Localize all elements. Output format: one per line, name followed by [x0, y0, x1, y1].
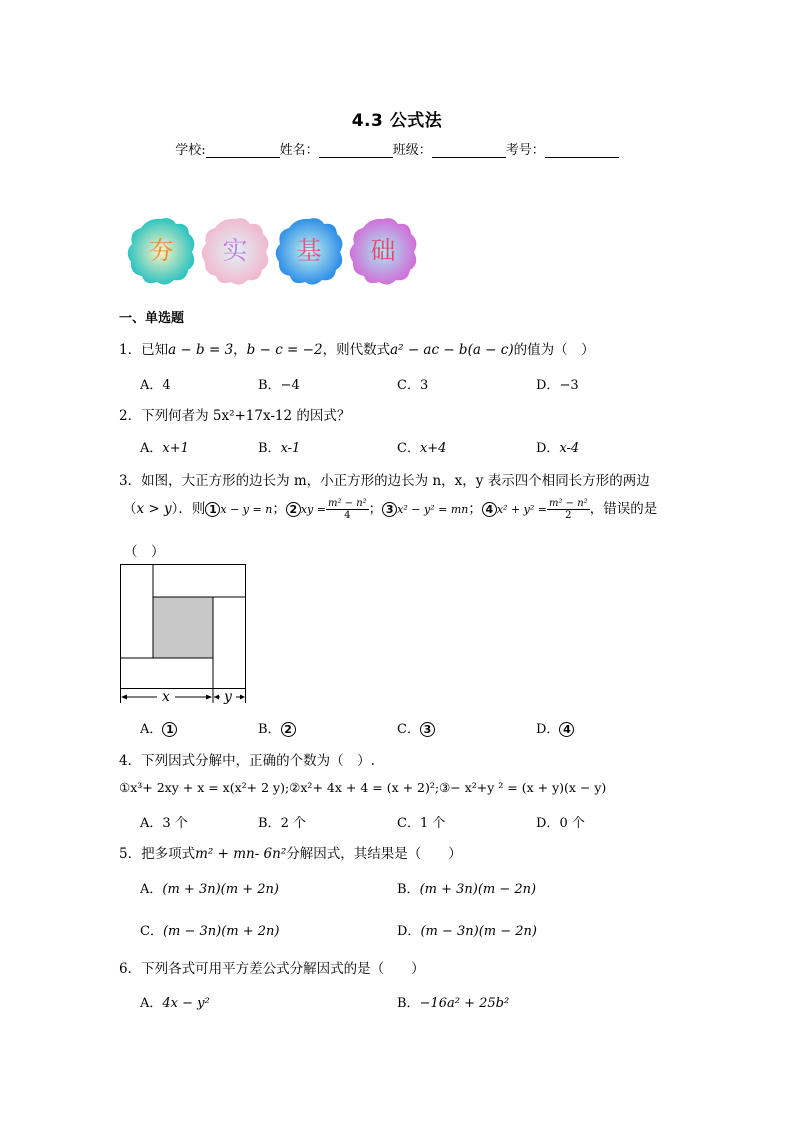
q3-option-b[interactable]: B． 2 [258, 718, 296, 737]
q1-option-d[interactable]: D．−3 [536, 378, 579, 393]
q2-option-d[interactable]: D．x-4 [536, 441, 580, 456]
q1-option-c[interactable]: C．3 [397, 378, 429, 393]
q2-option-a[interactable]: A．x+1 [140, 441, 189, 456]
q5-option-d[interactable]: D．(m − 3n)(m − 2n) [397, 924, 537, 939]
number-label: 考号： [505, 143, 545, 158]
cloud-badge-2 [200, 216, 270, 286]
name-field[interactable] [319, 143, 393, 158]
q2-option-c[interactable]: C．x+4 [397, 441, 447, 456]
q2-option-b[interactable]: B．x-1 [258, 441, 301, 456]
question-2-stem: 2．下列何者为 5x²+17x-12 的因式？ [119, 408, 351, 424]
school-label: 学校: [175, 143, 206, 158]
q4-option-a[interactable]: A．3 个 [140, 816, 188, 831]
question-6-stem: 6．下列各式可用平方差公式分解因式的是（ ） [119, 961, 425, 977]
figure-label-y: y [224, 689, 232, 705]
question-4-stem: 4．下列因式分解中，正确的个数为（ ）. [119, 753, 375, 769]
q5-option-a[interactable]: A．(m + 3n)(m + 2n) [140, 882, 279, 897]
section-banner [126, 216, 418, 288]
q4-option-d[interactable]: D．0 个 [536, 816, 585, 831]
question-3-stem-line2: （x > y）．则 1 x − y = n； 2 xy = $\frac{\text{m² − n²}}{4}$ ； 3 x² − y² = mn； 4 x² + y² = $\frac{\text{m² − n²}}{2}$ ，错误的是 [123, 498, 658, 521]
banner-char-4: 础 [370, 236, 396, 265]
q6-option-b[interactable]: B．−16a² + 25b² [397, 996, 510, 1011]
square-figure [119, 563, 249, 706]
q1-option-a[interactable]: A．4 [140, 378, 171, 393]
q3-option-a[interactable]: A． 1 [140, 718, 177, 737]
cloud-badge-4 [348, 216, 418, 286]
class-label: 班级： [392, 143, 432, 158]
q1-option-b[interactable]: B．−4 [258, 378, 300, 393]
banner-char-2: 实 [222, 236, 248, 265]
cloud-badge-1 [126, 216, 196, 286]
q5-option-c[interactable]: C．(m − 3n)(m + 2n) [140, 924, 280, 939]
name-label: 姓名： [279, 143, 319, 158]
q4-option-b[interactable]: B．2 个 [258, 816, 306, 831]
question-1-stem: 1．已知a − b = 3，b − c = −2，则代数式a² − ac − b(a − c)的值为（ ） [119, 342, 595, 358]
section-heading: 一、单选题 [119, 311, 185, 326]
page-title: 4.3 公式法 [351, 111, 443, 131]
banner-char-3: 基 [296, 236, 322, 265]
class-field[interactable] [432, 143, 506, 158]
question-5-stem: 5．把多项式m² + mn- 6n²分解因式，其结果是（ ） [119, 846, 462, 862]
banner-char-1: 夯 [148, 236, 174, 265]
question-3-stem-line1: 3．如图，大正方形的边长为 m，小正方形的边长为 n，x，y 表示四个相同长方形的两边 [119, 473, 650, 489]
student-info-line [0, 139, 794, 158]
q3-option-d[interactable]: D． 4 [536, 718, 574, 737]
cloud-badge-3 [274, 216, 344, 286]
q6-option-a[interactable]: A．4x − y² [140, 996, 210, 1011]
q4-option-c[interactable]: C．1 个 [397, 816, 446, 831]
question-4-statements: ①x³+ 2xy + x = x(x²+ 2 y);②x²+ 4x + 4 = (x + 2)²;③− x²+y ² = (x + y)(x − y) [119, 780, 607, 795]
number-field[interactable] [545, 143, 619, 158]
school-field[interactable] [206, 143, 280, 158]
q5-option-b[interactable]: B．(m + 3n)(m − 2n) [397, 882, 537, 897]
q3-option-c[interactable]: C． 3 [397, 718, 435, 737]
figure-label-x: x [162, 689, 170, 705]
question-3-paren: （ ） [124, 544, 165, 560]
